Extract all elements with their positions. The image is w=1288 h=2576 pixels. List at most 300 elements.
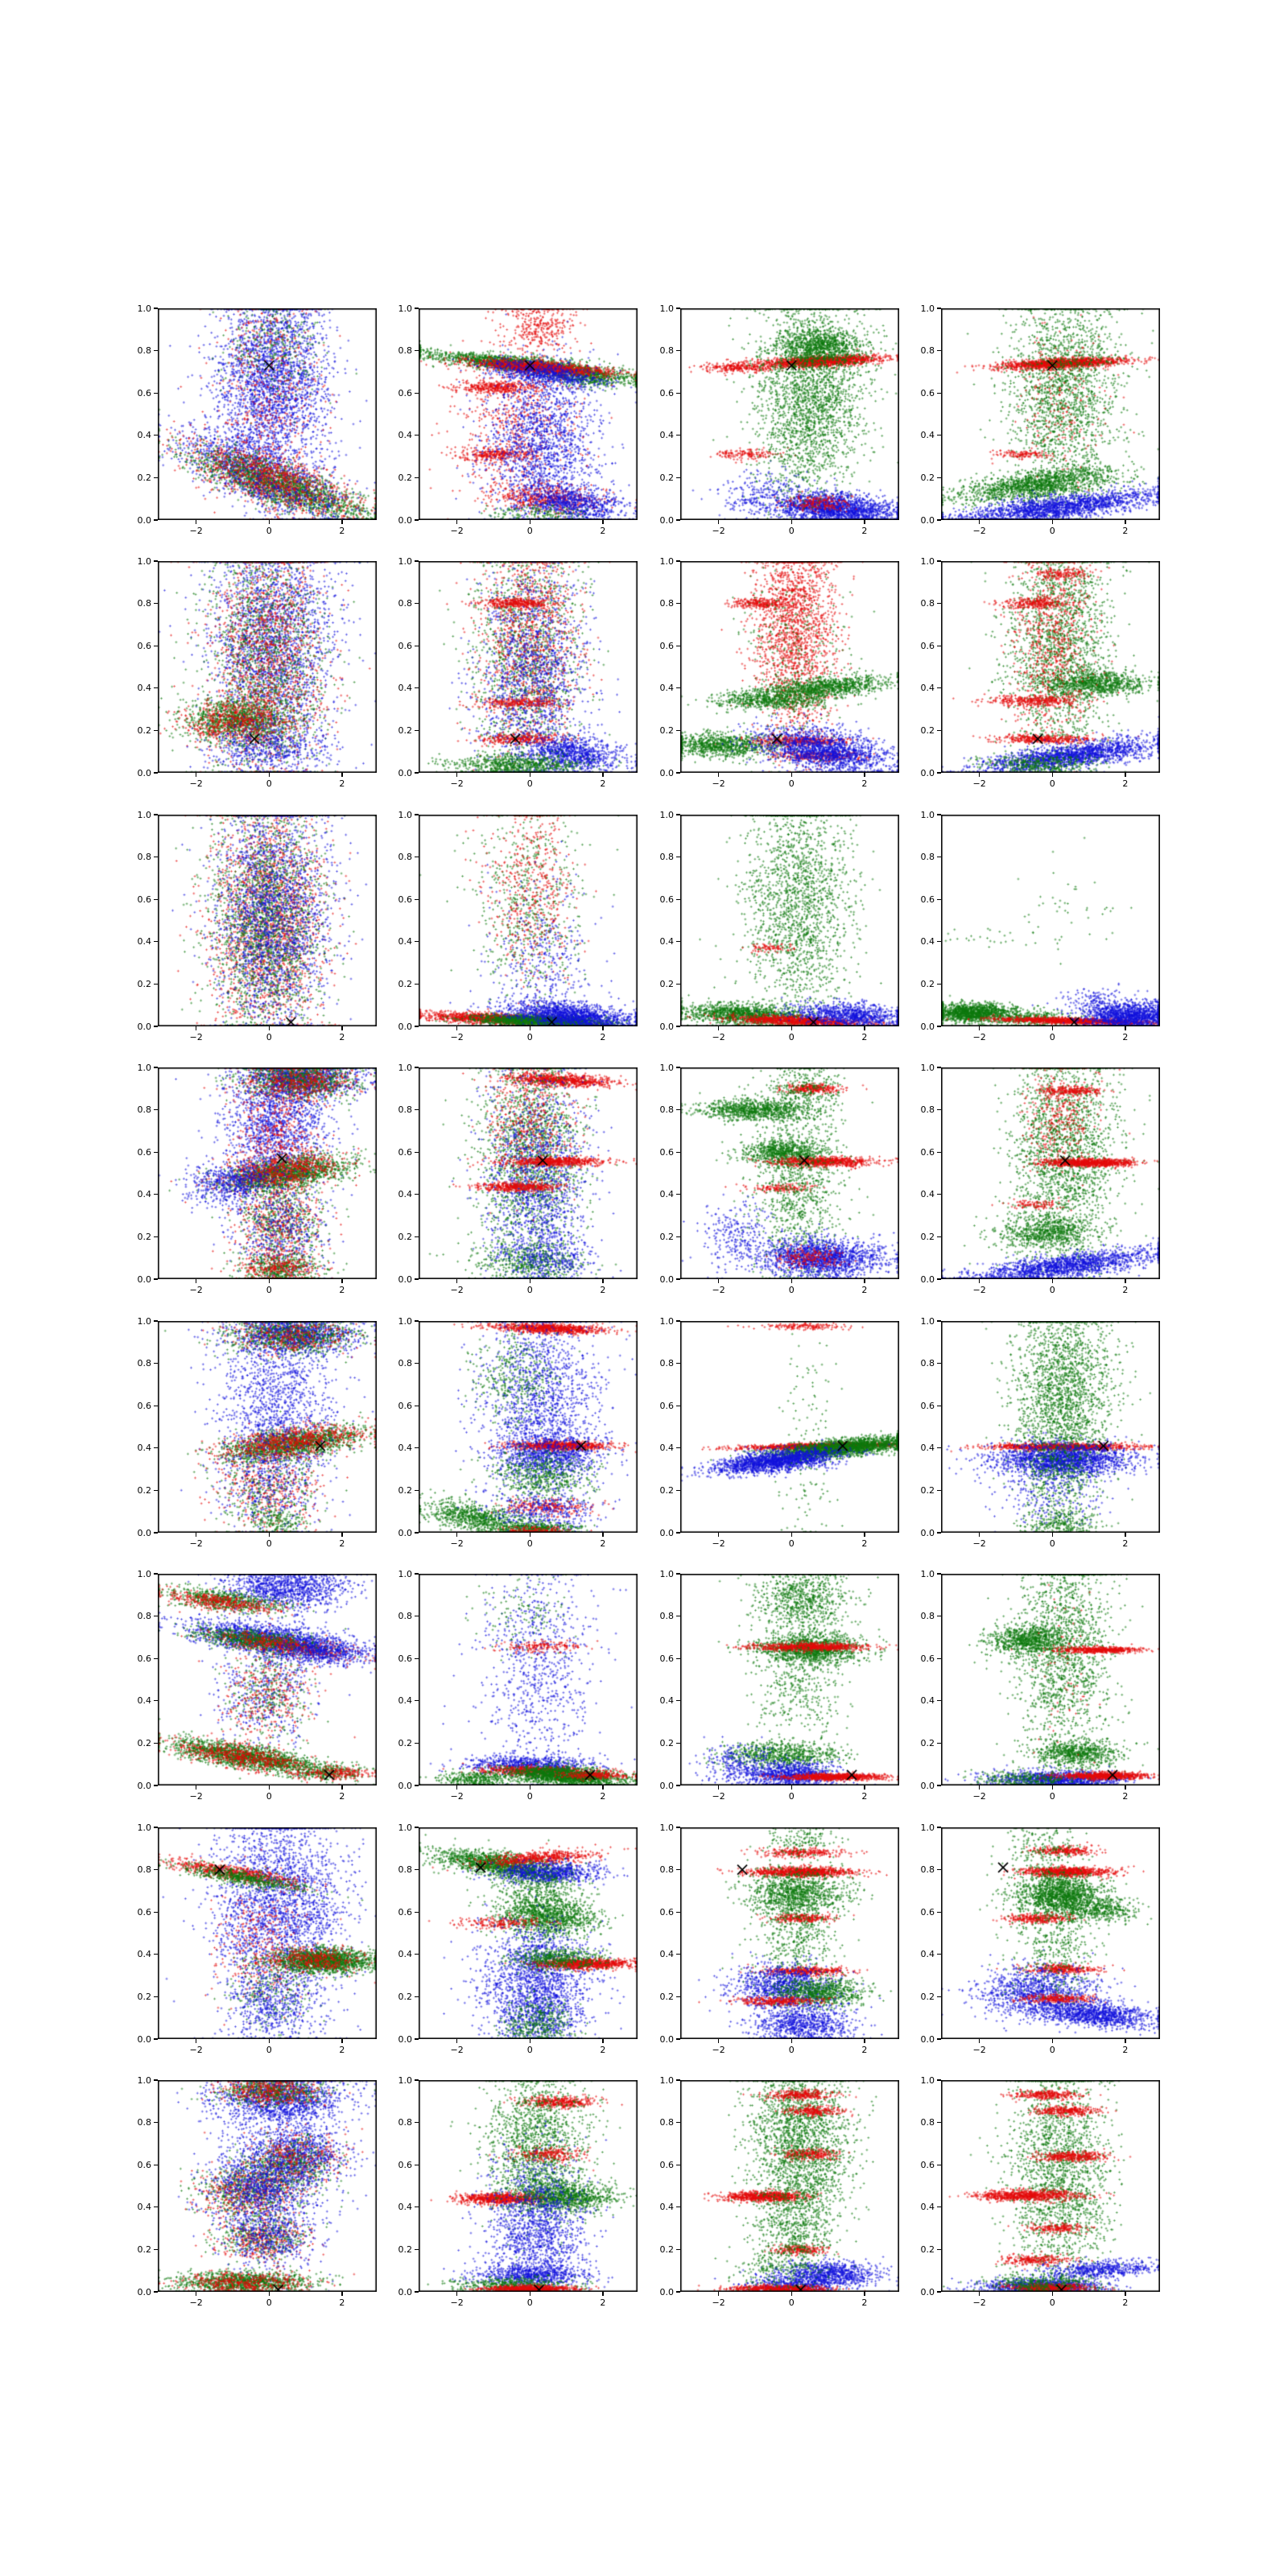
y-tick-mark xyxy=(676,1152,680,1153)
y-tick-label: 0.6 xyxy=(398,894,412,905)
x-tick-label: 2 xyxy=(1122,778,1129,789)
y-tick-label: 0.8 xyxy=(398,1358,412,1369)
y-tick-label: 1.0 xyxy=(920,555,935,567)
x-tick-mark xyxy=(602,520,603,524)
x-tick-label: −2 xyxy=(712,2045,725,2055)
y-tick-label: 1.0 xyxy=(659,1568,674,1579)
subplot-r2c1 xyxy=(137,555,377,789)
x-tick-mark xyxy=(1052,520,1053,524)
y-tick-label: 0.2 xyxy=(659,472,674,483)
y-tick-label: 0.8 xyxy=(398,2117,412,2128)
y-tick-label: 0.4 xyxy=(137,430,151,441)
x-tick-mark xyxy=(718,2039,719,2043)
x-tick-mark xyxy=(1052,1785,1053,1790)
y-tick-label: 0.8 xyxy=(920,1358,935,1369)
y-tick-label: 0.4 xyxy=(920,1695,935,1707)
subplot-r2c3 xyxy=(659,555,899,789)
y-tick-label: 0.6 xyxy=(659,1400,674,1411)
y-tick-mark xyxy=(415,1700,419,1701)
y-tick-mark xyxy=(415,1869,419,1870)
x-tick-label: −2 xyxy=(972,778,986,789)
x-tick-label: 0 xyxy=(1049,2045,1055,2055)
y-tick-mark xyxy=(937,1700,941,1701)
y-tick-mark xyxy=(415,477,419,478)
subplot-r1c3 xyxy=(659,303,899,536)
y-tick-mark xyxy=(154,2291,158,2292)
x-tick-label: 2 xyxy=(1122,1791,1129,1802)
x-tick-label: −2 xyxy=(972,1285,986,1295)
y-tick-mark xyxy=(154,1996,158,1997)
y-tick-label: 0.2 xyxy=(137,978,151,989)
y-tick-label: 0.2 xyxy=(137,1231,151,1242)
x-tick-mark xyxy=(602,1785,603,1790)
y-tick-label: 1.0 xyxy=(659,303,674,314)
y-tick-label: 1.0 xyxy=(398,555,412,567)
scatter-canvas xyxy=(419,1067,638,1279)
x-tick-label: 2 xyxy=(339,2297,345,2308)
y-tick-label: 0.6 xyxy=(137,2159,151,2170)
y-tick-label: 0.0 xyxy=(920,1021,935,1032)
y-tick-mark xyxy=(937,814,941,815)
x-tick-mark xyxy=(269,1279,270,1283)
y-tick-label: 0.4 xyxy=(920,936,935,947)
x-tick-label: −2 xyxy=(189,1791,203,1802)
y-tick-label: 0.8 xyxy=(137,2117,151,2128)
y-tick-mark xyxy=(676,1658,680,1659)
y-tick-label: 0.2 xyxy=(659,724,674,736)
y-tick-mark xyxy=(415,603,419,604)
scatter-canvas xyxy=(158,1574,377,1785)
x-tick-label: −2 xyxy=(450,2297,464,2308)
y-tick-mark xyxy=(937,1194,941,1195)
y-tick-label: 1.0 xyxy=(137,2074,151,2086)
y-tick-label: 0.0 xyxy=(920,1274,935,1285)
x-tick-label: −2 xyxy=(712,1538,725,1549)
scatter-canvas xyxy=(941,1574,1160,1785)
subplot-r6c4 xyxy=(920,1568,1160,1802)
x-tick-mark xyxy=(979,2292,980,2296)
y-tick-mark xyxy=(676,2291,680,2292)
x-tick-label: 2 xyxy=(861,778,868,789)
y-tick-label: 0.4 xyxy=(920,1949,935,1960)
x-tick-mark xyxy=(864,1533,865,1537)
x-tick-mark xyxy=(602,1533,603,1537)
y-tick-mark xyxy=(415,772,419,773)
y-tick-mark xyxy=(937,1490,941,1491)
y-tick-mark xyxy=(676,1532,680,1533)
y-tick-mark xyxy=(154,730,158,731)
scatter-canvas xyxy=(680,561,899,773)
y-tick-mark xyxy=(676,1236,680,1237)
y-tick-label: 0.2 xyxy=(398,2244,412,2255)
y-tick-mark xyxy=(154,1743,158,1744)
y-tick-label: 0.4 xyxy=(920,1189,935,1200)
y-tick-label: 0.0 xyxy=(398,1274,412,1285)
x-tick-label: 0 xyxy=(266,2297,272,2308)
y-tick-mark xyxy=(154,477,158,478)
x-tick-label: −2 xyxy=(189,526,203,536)
y-tick-label: 0.2 xyxy=(659,978,674,989)
y-tick-mark xyxy=(937,1954,941,1955)
x-tick-mark xyxy=(1052,1533,1053,1537)
y-tick-label: 0.0 xyxy=(398,2286,412,2297)
y-tick-label: 0.2 xyxy=(659,2244,674,2255)
y-tick-mark xyxy=(676,1194,680,1195)
y-tick-label: 0.6 xyxy=(398,1906,412,1918)
x-tick-mark xyxy=(341,520,342,524)
y-tick-mark xyxy=(415,1658,419,1659)
subplot-r7c1 xyxy=(137,1822,377,2055)
y-tick-mark xyxy=(676,772,680,773)
x-tick-mark xyxy=(979,1533,980,1537)
subplot-r1c2 xyxy=(398,303,638,536)
y-tick-mark xyxy=(937,1996,941,1997)
scatter-canvas xyxy=(941,815,1160,1026)
x-tick-label: −2 xyxy=(712,2297,725,2308)
x-tick-label: 2 xyxy=(600,1538,606,1549)
x-tick-label: 0 xyxy=(788,2045,795,2055)
x-tick-label: 0 xyxy=(1049,1285,1055,1295)
y-tick-mark xyxy=(415,350,419,351)
x-tick-mark xyxy=(269,773,270,777)
y-tick-label: 0.2 xyxy=(920,1737,935,1748)
x-tick-mark xyxy=(791,520,792,524)
x-tick-mark xyxy=(791,1785,792,1790)
x-tick-label: 0 xyxy=(526,1538,533,1549)
y-tick-label: 0.2 xyxy=(920,1231,935,1242)
y-tick-label: 0.2 xyxy=(920,724,935,736)
y-tick-mark xyxy=(676,560,680,561)
y-tick-label: 0.4 xyxy=(398,2202,412,2213)
y-tick-mark xyxy=(415,2249,419,2250)
y-tick-mark xyxy=(415,1447,419,1448)
y-tick-label: 0.4 xyxy=(137,683,151,694)
x-tick-mark xyxy=(718,2292,719,2296)
y-tick-label: 0.4 xyxy=(659,1695,674,1707)
y-tick-label: 0.2 xyxy=(137,1484,151,1496)
y-tick-label: 0.8 xyxy=(920,345,935,357)
y-tick-label: 1.0 xyxy=(137,1568,151,1579)
subplot-r6c1 xyxy=(137,1568,377,1802)
x-tick-mark xyxy=(341,1785,342,1790)
subplot-r2c4 xyxy=(920,555,1160,789)
x-tick-mark xyxy=(341,1533,342,1537)
x-tick-label: 0 xyxy=(266,1538,272,1549)
y-tick-mark xyxy=(154,1954,158,1955)
y-tick-label: 0.4 xyxy=(398,1443,412,1454)
x-tick-label: 2 xyxy=(600,2297,606,2308)
x-tick-mark xyxy=(979,773,980,777)
y-tick-label: 0.6 xyxy=(920,387,935,398)
y-tick-label: 0.8 xyxy=(398,1611,412,1622)
y-tick-label: 0.8 xyxy=(659,1864,674,1876)
y-tick-label: 0.8 xyxy=(398,1864,412,1876)
y-tick-label: 0.4 xyxy=(398,936,412,947)
y-tick-mark xyxy=(676,1700,680,1701)
y-tick-label: 1.0 xyxy=(137,303,151,314)
y-tick-mark xyxy=(937,350,941,351)
x-tick-mark xyxy=(341,2039,342,2043)
x-tick-label: 0 xyxy=(1049,1538,1055,1549)
x-tick-mark xyxy=(1052,1279,1053,1283)
y-tick-mark xyxy=(937,1658,941,1659)
y-tick-mark xyxy=(415,1236,419,1237)
y-tick-label: 0.2 xyxy=(137,1737,151,1748)
y-tick-mark xyxy=(676,1109,680,1110)
y-tick-label: 0.2 xyxy=(398,472,412,483)
scatter-canvas xyxy=(419,815,638,1026)
y-tick-label: 1.0 xyxy=(398,1822,412,1833)
subplot-r3c1 xyxy=(137,809,377,1042)
y-tick-label: 0.2 xyxy=(920,2244,935,2255)
y-tick-label: 0.0 xyxy=(398,767,412,778)
scatter-canvas xyxy=(419,1827,638,2039)
x-tick-label: −2 xyxy=(972,2045,986,2055)
y-tick-label: 0.0 xyxy=(920,767,935,778)
y-tick-label: 1.0 xyxy=(659,1062,674,1073)
scatter-canvas xyxy=(941,2080,1160,2292)
x-tick-label: 2 xyxy=(861,1791,868,1802)
y-tick-mark xyxy=(154,560,158,561)
x-tick-label: 2 xyxy=(339,1791,345,1802)
subplot-r4c3 xyxy=(659,1062,899,1295)
y-tick-mark xyxy=(154,1447,158,1448)
y-tick-mark xyxy=(154,2038,158,2039)
y-tick-label: 0.2 xyxy=(659,1991,674,2002)
x-tick-mark xyxy=(456,1785,457,1790)
x-tick-label: −2 xyxy=(450,1285,464,1295)
x-tick-mark xyxy=(456,2039,457,2043)
scatter-canvas xyxy=(680,308,899,520)
y-tick-mark xyxy=(154,941,158,942)
y-tick-mark xyxy=(676,2249,680,2250)
x-tick-label: 0 xyxy=(1049,526,1055,536)
x-tick-mark xyxy=(791,2039,792,2043)
y-tick-mark xyxy=(937,2122,941,2123)
y-tick-mark xyxy=(415,941,419,942)
subplot-r3c2 xyxy=(398,809,638,1042)
x-tick-label: 2 xyxy=(1122,1538,1129,1549)
y-tick-mark xyxy=(415,1573,419,1574)
y-tick-label: 0.6 xyxy=(137,1653,151,1664)
x-tick-label: 0 xyxy=(266,2045,272,2055)
y-tick-mark xyxy=(154,1109,158,1110)
x-tick-label: −2 xyxy=(972,526,986,536)
y-tick-mark xyxy=(676,687,680,688)
x-tick-label: 2 xyxy=(1122,2045,1129,2055)
y-tick-label: 0.2 xyxy=(659,1737,674,1748)
y-tick-label: 0.6 xyxy=(137,640,151,651)
y-tick-label: 0.0 xyxy=(659,1527,674,1538)
x-tick-mark xyxy=(602,773,603,777)
x-tick-label: 0 xyxy=(526,526,533,536)
x-tick-mark xyxy=(718,1533,719,1537)
y-tick-label: 0.0 xyxy=(398,1527,412,1538)
y-tick-label: 0.8 xyxy=(659,1104,674,1116)
subplot-r2c2 xyxy=(398,555,638,789)
x-tick-mark xyxy=(456,773,457,777)
y-tick-label: 0.8 xyxy=(659,598,674,609)
subplot-r7c3 xyxy=(659,1822,899,2055)
y-tick-mark xyxy=(154,350,158,351)
y-tick-mark xyxy=(937,941,941,942)
y-tick-label: 0.8 xyxy=(137,1864,151,1876)
x-tick-mark xyxy=(1052,2039,1053,2043)
scatter-canvas xyxy=(158,308,377,520)
x-tick-label: 0 xyxy=(1049,2297,1055,2308)
y-tick-label: 0.6 xyxy=(137,1906,151,1918)
scatter-canvas xyxy=(158,1067,377,1279)
y-tick-mark xyxy=(154,2079,158,2080)
x-tick-label: 2 xyxy=(861,526,868,536)
subplot-r6c2 xyxy=(398,1568,638,1802)
x-tick-mark xyxy=(979,2039,980,2043)
y-tick-label: 0.8 xyxy=(398,345,412,357)
y-tick-mark xyxy=(154,1236,158,1237)
y-tick-label: 0.8 xyxy=(137,852,151,863)
y-tick-label: 0.8 xyxy=(920,1104,935,1116)
y-tick-label: 0.8 xyxy=(920,852,935,863)
x-tick-label: 2 xyxy=(1122,1285,1129,1295)
y-tick-mark xyxy=(154,1869,158,1870)
y-tick-mark xyxy=(937,772,941,773)
x-tick-label: 2 xyxy=(1122,1032,1129,1042)
y-tick-label: 0.6 xyxy=(920,1146,935,1158)
y-tick-label: 0.6 xyxy=(398,1146,412,1158)
x-tick-mark xyxy=(456,1026,457,1030)
x-tick-label: 0 xyxy=(788,1285,795,1295)
x-tick-label: 2 xyxy=(861,2045,868,2055)
y-tick-label: 1.0 xyxy=(920,1822,935,1833)
x-tick-label: 2 xyxy=(600,778,606,789)
x-tick-label: 0 xyxy=(788,526,795,536)
y-tick-label: 1.0 xyxy=(920,809,935,820)
y-tick-label: 0.6 xyxy=(659,1906,674,1918)
y-tick-label: 0.8 xyxy=(137,1611,151,1622)
y-tick-mark xyxy=(937,603,941,604)
y-tick-label: 0.0 xyxy=(920,1527,935,1538)
x-tick-label: −2 xyxy=(450,1538,464,1549)
y-tick-label: 1.0 xyxy=(920,1062,935,1073)
x-tick-mark xyxy=(864,520,865,524)
y-tick-mark xyxy=(154,519,158,520)
x-tick-label: −2 xyxy=(189,1285,203,1295)
y-tick-mark xyxy=(937,2291,941,2292)
x-tick-label: 2 xyxy=(861,1538,868,1549)
y-tick-mark xyxy=(154,2249,158,2250)
x-tick-label: 2 xyxy=(339,1538,345,1549)
y-tick-label: 0.8 xyxy=(920,1864,935,1876)
x-tick-mark xyxy=(718,520,719,524)
y-tick-label: 0.6 xyxy=(920,894,935,905)
y-tick-mark xyxy=(937,560,941,561)
y-tick-label: 0.8 xyxy=(137,1104,151,1116)
y-tick-mark xyxy=(937,1573,941,1574)
y-tick-mark xyxy=(415,899,419,900)
subplot-r7c2 xyxy=(398,1822,638,2055)
y-tick-label: 0.0 xyxy=(920,1780,935,1791)
y-tick-mark xyxy=(415,519,419,520)
scatter-canvas xyxy=(158,1827,377,2039)
y-tick-label: 0.8 xyxy=(920,2117,935,2128)
x-tick-mark xyxy=(864,1785,865,1790)
x-tick-mark xyxy=(269,2292,270,2296)
y-tick-mark xyxy=(415,1954,419,1955)
y-tick-label: 0.2 xyxy=(398,724,412,736)
scatter-canvas xyxy=(419,2080,638,2292)
subplot-r1c4 xyxy=(920,303,1160,536)
y-tick-label: 0.2 xyxy=(920,1484,935,1496)
y-tick-mark xyxy=(676,519,680,520)
y-tick-label: 0.2 xyxy=(920,1991,935,2002)
y-tick-mark xyxy=(415,2038,419,2039)
y-tick-label: 1.0 xyxy=(920,1315,935,1327)
y-tick-label: 0.8 xyxy=(920,1611,935,1622)
y-tick-label: 1.0 xyxy=(398,303,412,314)
y-tick-mark xyxy=(676,1320,680,1321)
y-tick-label: 0.0 xyxy=(398,514,412,526)
y-tick-mark xyxy=(154,1320,158,1321)
y-tick-label: 0.6 xyxy=(137,894,151,905)
y-tick-label: 0.4 xyxy=(920,2202,935,2213)
scatter-canvas xyxy=(158,1321,377,1533)
y-tick-mark xyxy=(676,603,680,604)
x-tick-mark xyxy=(979,520,980,524)
y-tick-label: 0.4 xyxy=(137,1443,151,1454)
x-tick-mark xyxy=(718,773,719,777)
y-tick-label: 0.6 xyxy=(137,1400,151,1411)
y-tick-label: 0.2 xyxy=(659,1484,674,1496)
subplot-r1c1 xyxy=(137,303,377,536)
y-tick-label: 0.8 xyxy=(659,2117,674,2128)
y-tick-label: 0.6 xyxy=(137,387,151,398)
y-tick-mark xyxy=(676,1447,680,1448)
x-tick-label: 0 xyxy=(266,1285,272,1295)
x-tick-label: 0 xyxy=(1049,1032,1055,1042)
y-tick-label: 1.0 xyxy=(920,1568,935,1579)
scatter-canvas xyxy=(158,815,377,1026)
x-tick-mark xyxy=(979,1785,980,1790)
y-tick-label: 0.6 xyxy=(920,1400,935,1411)
x-tick-label: 2 xyxy=(861,1032,868,1042)
x-tick-label: −2 xyxy=(189,1032,203,1042)
y-tick-label: 0.4 xyxy=(920,1443,935,1454)
y-tick-mark xyxy=(415,2079,419,2080)
y-tick-label: 0.0 xyxy=(137,1021,151,1032)
y-tick-label: 0.4 xyxy=(137,1189,151,1200)
x-tick-mark xyxy=(791,773,792,777)
scatter-canvas xyxy=(941,308,1160,520)
x-tick-mark xyxy=(602,1279,603,1283)
subplot-r5c3 xyxy=(659,1315,899,1549)
x-tick-label: 2 xyxy=(339,526,345,536)
y-tick-mark xyxy=(676,941,680,942)
y-tick-label: 0.6 xyxy=(659,894,674,905)
x-tick-mark xyxy=(269,2039,270,2043)
y-tick-label: 0.0 xyxy=(920,514,935,526)
subplot-r8c3 xyxy=(659,2074,899,2308)
y-tick-mark xyxy=(154,899,158,900)
y-tick-mark xyxy=(154,1658,158,1659)
y-tick-label: 1.0 xyxy=(398,1315,412,1327)
subplot-r8c2 xyxy=(398,2074,638,2308)
y-tick-label: 1.0 xyxy=(659,1822,674,1833)
y-tick-mark xyxy=(154,1152,158,1153)
y-tick-label: 1.0 xyxy=(137,555,151,567)
scatter-canvas xyxy=(941,1827,1160,2039)
y-tick-mark xyxy=(154,393,158,394)
y-tick-label: 1.0 xyxy=(659,1315,674,1327)
